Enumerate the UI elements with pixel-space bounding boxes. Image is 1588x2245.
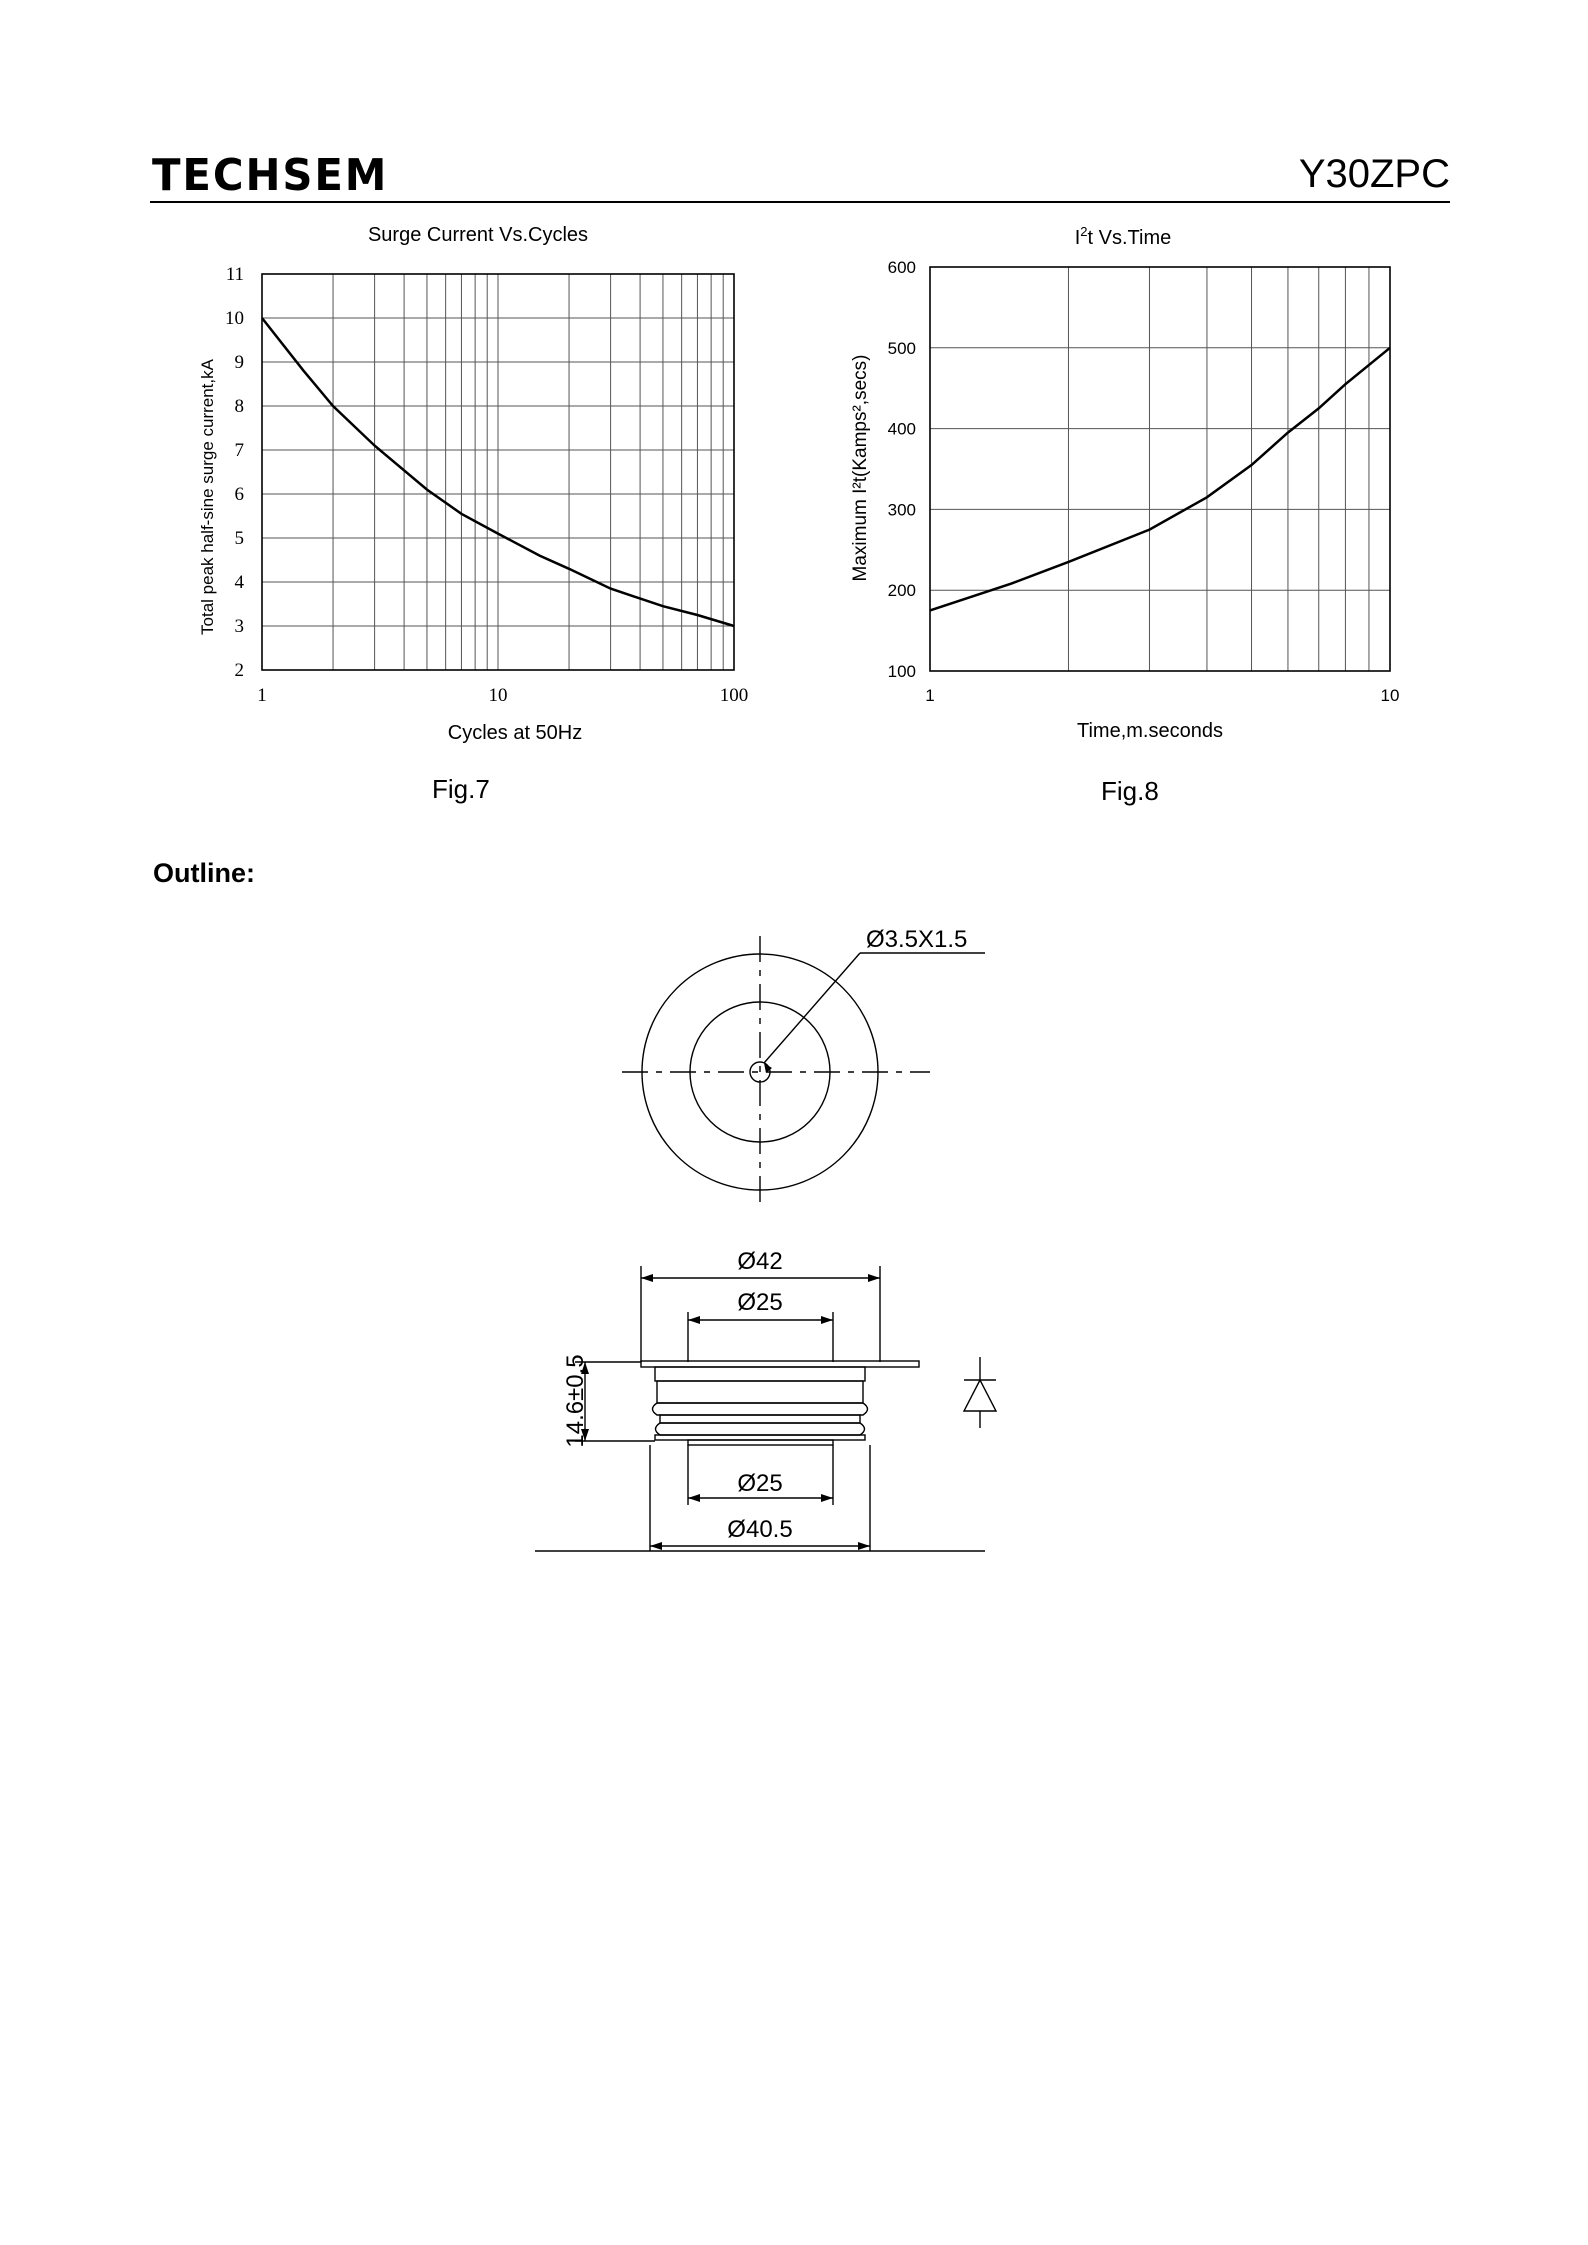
c8-xtick-label: 1 xyxy=(925,686,935,705)
chart7-title: Surge Current Vs.Cycles xyxy=(367,224,589,246)
dim-25-bottom-label: Ø25 xyxy=(737,1470,783,1497)
arrow-40-left xyxy=(650,1542,662,1550)
c7-ytick-label: 8 xyxy=(234,396,244,417)
chart8-title-rest: t Vs.Time xyxy=(1087,227,1172,249)
c8-ytick-label: 300 xyxy=(887,500,916,520)
c7-ytick-label: 11 xyxy=(225,264,244,285)
c7-ytick-label: 7 xyxy=(234,440,244,461)
c8-ytick-label: 200 xyxy=(887,581,916,601)
brand-logo: TECHSEM xyxy=(152,150,389,201)
arrow-25-top-right xyxy=(821,1316,833,1324)
c7-xtick-label: 100 xyxy=(719,685,749,706)
c7-ytick-label: 10 xyxy=(225,308,244,329)
dim-40-label: Ø40.5 xyxy=(727,1516,793,1543)
outline-heading: Outline: xyxy=(153,858,255,888)
c7-xtick-label: 1 xyxy=(257,685,267,706)
c8-ytick-label: 600 xyxy=(887,258,916,277)
diode-triangle xyxy=(964,1380,996,1411)
arrow-25-top-left xyxy=(688,1316,700,1324)
fig7-caption: Fig.7 xyxy=(432,774,490,804)
c8-ytick-label: 500 xyxy=(887,338,916,358)
arrow-40-right xyxy=(858,1542,870,1550)
dim-25-top-label: Ø25 xyxy=(737,1289,783,1316)
part-number: Y30ZPC xyxy=(1298,152,1450,196)
c7-ytick-label: 9 xyxy=(234,352,244,373)
chart8-title-sup: 2 xyxy=(1080,224,1088,239)
c7-ytick-label: 6 xyxy=(234,484,244,505)
dim-42-label: Ø42 xyxy=(737,1248,783,1275)
c7-ytick-label: 3 xyxy=(234,616,244,637)
c7-ytick-label: 5 xyxy=(234,528,244,549)
arrow-25-bot-right xyxy=(821,1494,833,1502)
chart7-xlabel: Cycles at 50Hz xyxy=(447,722,583,744)
lower-body xyxy=(655,1435,865,1440)
dim-height-label: 14.6±0.5 xyxy=(562,1354,589,1448)
c7-ytick-label: 2 xyxy=(234,660,244,681)
c7-ytick-label: 4 xyxy=(234,572,244,593)
flange xyxy=(641,1361,919,1367)
chart7-ylabel: Total peak half-sine surge current,kA xyxy=(198,359,217,635)
ceramic-band-2 xyxy=(660,1415,860,1423)
c8-ytick-label: 100 xyxy=(887,662,916,681)
c8-xtick-label: 10 xyxy=(1380,686,1400,705)
ceramic-ridge-1 xyxy=(653,1403,868,1415)
hole-leader xyxy=(764,953,860,1063)
upper-body xyxy=(655,1367,865,1381)
chart8-ylabel: Maximum I²t(Kamps²,secs) xyxy=(850,354,871,582)
c8-ytick-label: 400 xyxy=(887,419,916,439)
base-pole xyxy=(688,1440,833,1445)
ceramic-band-1 xyxy=(657,1381,863,1403)
chart8-xlabel: Time,m.seconds xyxy=(1077,720,1223,742)
hole-dimension-label: Ø3.5X1.5 xyxy=(866,926,968,953)
arrow-25-bot-left xyxy=(688,1494,700,1502)
arrow-42-right xyxy=(868,1274,880,1282)
arrow-42-left xyxy=(641,1274,653,1282)
fig8-caption: Fig.8 xyxy=(1101,776,1159,806)
chart8-title-main: I xyxy=(1074,227,1081,249)
c7-xtick-label: 10 xyxy=(488,685,508,706)
ceramic-ridge-2 xyxy=(656,1423,865,1435)
